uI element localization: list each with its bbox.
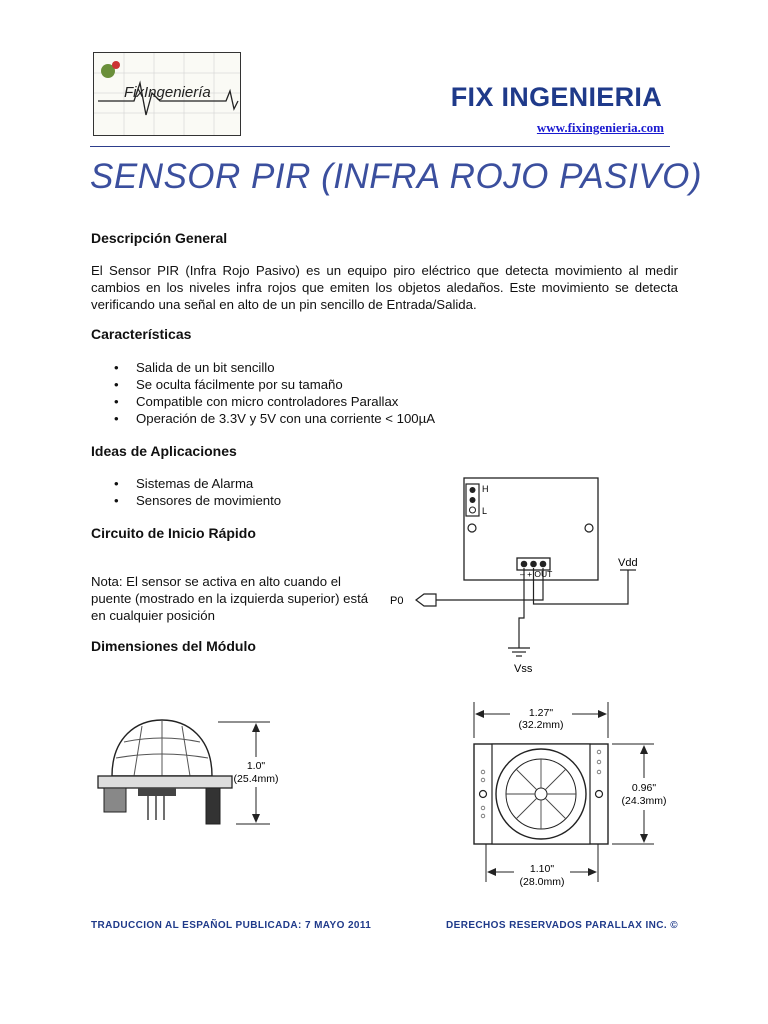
ideas-list xyxy=(91,475,391,509)
document-title: SENSOR PIR (INFRA ROJO PASIVO) xyxy=(90,157,703,196)
jumper-l-label: L xyxy=(482,506,488,516)
hole-spacing-in: 1.10" xyxy=(529,863,555,875)
sensor-top-view xyxy=(462,700,682,896)
heading-caracteristicas: Características xyxy=(91,326,192,342)
vdd-label: Vdd xyxy=(618,557,638,569)
footer-translation-date: TRADUCCION AL ESPAÑOL PUBLICADA: 7 MAYO 2011 xyxy=(91,920,372,931)
sensor-side-view xyxy=(90,712,290,832)
circuito-note: Nota: El sensor se activa en alto cuando el puente (mostrado en la izquierda superior) está en cualquier posición xyxy=(91,574,369,623)
circuit-diagram xyxy=(380,470,650,680)
height-mm: (24.3mm) xyxy=(621,795,667,807)
pin-labels: – + OUT xyxy=(520,569,553,579)
p0-connector xyxy=(416,594,436,606)
width-in: 1.27" xyxy=(528,707,554,719)
side-height-mm: (25.4mm) xyxy=(233,773,279,785)
list-item: • Sistemas de Alarma xyxy=(91,475,391,492)
list-item: • Salida de un bit sencillo xyxy=(91,359,491,376)
vss-label: Vss xyxy=(514,663,533,675)
heading-ideas: Ideas de Aplicaciones xyxy=(91,443,237,459)
heading-circuito: Circuito de Inicio Rápido xyxy=(91,525,256,541)
logo-text: FixIngeniería xyxy=(124,84,211,101)
jumper-h-label: H xyxy=(482,484,489,494)
list-item: • Se oculta fácilmente por su tamaño xyxy=(91,376,491,393)
side-component xyxy=(206,788,220,824)
height-in: 0.96" xyxy=(631,782,657,794)
side-component xyxy=(104,788,126,812)
caracteristicas-list xyxy=(91,359,491,427)
website-link[interactable]: www.fixingenieria.com xyxy=(536,120,664,135)
header-divider xyxy=(90,146,670,147)
width-mm: (32.2mm) xyxy=(518,719,564,731)
list-item: • Compatible con micro controladores Parallax xyxy=(91,393,491,410)
brand-name: FIX INGENIERIA xyxy=(450,82,662,112)
heading-descripcion: Descripción General xyxy=(91,230,228,246)
side-height-in: 1.0" xyxy=(246,760,266,772)
p0-label: P0 xyxy=(390,595,404,607)
list-item: • Operación de 3.3V y 5V con una corriente < 100µA xyxy=(91,410,491,427)
heading-dimensiones: Dimensiones del Módulo xyxy=(91,638,256,654)
company-logo xyxy=(93,52,241,136)
list-item: • Sensores de movimiento xyxy=(91,492,391,509)
footer-copyright: DERECHOS RESERVADOS PARALLAX INC. © xyxy=(446,920,678,931)
pcb-board xyxy=(98,776,232,788)
hole-spacing-mm: (28.0mm) xyxy=(519,876,565,888)
descripcion-text: El Sensor PIR (Infra Rojo Pasivo) es un equipo piro eléctrico que detecta movimiento al medir cambios en los niveles infra rojos que emiten los objetos aledaños. Este movimiento se detecta verificando una señal en alto de un pin sencillo de Entrada/Salida. xyxy=(91,263,678,312)
